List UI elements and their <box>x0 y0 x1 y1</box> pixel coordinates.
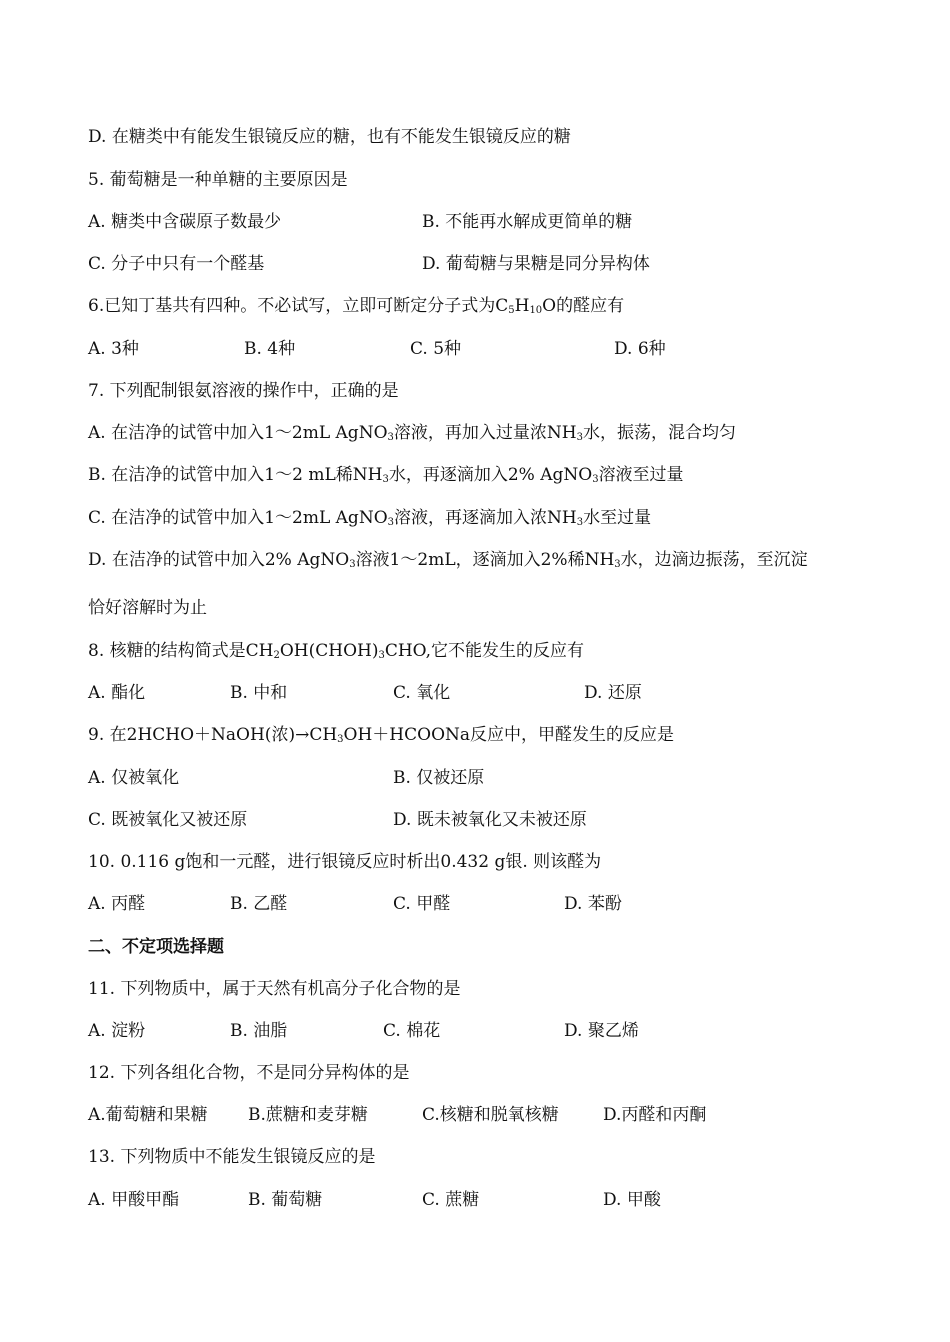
q10-options-row <box>0 892 950 916</box>
q9-option-a: A. 仅被氧化 <box>88 768 180 788</box>
q10-option-b: B. 乙醛 <box>230 894 288 914</box>
q6-stem: 6.已知丁基共有四种。不必试写，立即可断定分子式为$C_5H_{10}O$的醛应有 <box>88 296 625 316</box>
q5-option-a: A. 糖类中含碳原子数最少 <box>88 212 282 232</box>
q6-option-d: D. 6种 <box>614 339 666 359</box>
q11-options-row <box>0 1019 950 1043</box>
q5-options-row-2 <box>0 252 950 276</box>
q12-option-d: D.丙醛和丙酮 <box>603 1105 707 1125</box>
q8-option-c: C. 氧化 <box>393 683 451 703</box>
q10-option-d: D. 苯酚 <box>564 894 622 914</box>
q7-option-d: D. 在洁净的试管中加入2% AgNO$_3$溶液1～2mL，逐滴加入2%稀$NH_3$水，边滴边振荡，至沉淀 <box>88 550 808 570</box>
q12-stem: 12. 下列各组化合物，不是同分异构体的是 <box>88 1063 410 1083</box>
q10-option-c: C. 甲醛 <box>393 894 451 914</box>
q5-stem: 5. 葡萄糖是一种单糖的主要原因是 <box>88 170 348 190</box>
q13-options-row <box>0 1188 950 1212</box>
q6-option-a: A. 3种 <box>88 339 139 359</box>
q5-option-b: B. 不能再水解成更简单的糖 <box>422 212 633 232</box>
q9-options-row-2 <box>0 808 950 832</box>
q11-option-d: D. 聚乙烯 <box>564 1021 639 1041</box>
q11-option-b: B. 油脂 <box>230 1021 288 1041</box>
section-heading: 二、不定项选择题 <box>88 937 224 957</box>
q13-option-a: A. 甲酸甲酯 <box>88 1190 180 1210</box>
q12-option-b: B.蔗糖和麦芽糖 <box>248 1105 368 1125</box>
q7-stem: 7. 下列配制银氨溶液的操作中，正确的是 <box>88 381 399 401</box>
q11-stem: 11. 下列物质中，属于天然有机高分子化合物的是 <box>88 979 461 999</box>
q13-option-b: B. 葡萄糖 <box>248 1190 323 1210</box>
q10-option-a: A. 丙醛 <box>88 894 146 914</box>
q9-options-row-1 <box>0 766 950 790</box>
q6-option-b: B. 4种 <box>244 339 296 359</box>
q4-option-d: D. 在糖类中有能发生银镜反应的糖，也有不能发生银镜反应的糖 <box>88 127 571 147</box>
q6-option-c: C. 5种 <box>410 339 462 359</box>
q8-option-b: B. 中和 <box>230 683 288 703</box>
q13-option-d: D. 甲酸 <box>603 1190 661 1210</box>
q8-option-a: A. 酯化 <box>88 683 146 703</box>
q6-options-row <box>0 337 950 361</box>
q11-option-a: A. 淀粉 <box>88 1021 146 1041</box>
q8-option-d: D. 还原 <box>584 683 642 703</box>
q7-option-d-continuation: 恰好溶解时为止 <box>88 598 207 618</box>
q12-option-a: A.葡萄糖和果糖 <box>88 1105 208 1125</box>
q13-option-c: C. 蔗糖 <box>422 1190 480 1210</box>
q8-options-row <box>0 681 950 705</box>
q7-option-c: C. 在洁净的试管中加入1～2mL AgNO$_3$溶液，再逐滴加入浓$NH_3$水至过量 <box>88 508 652 528</box>
q8-stem: 8. 核糖的结构简式是$CH_2OH(CHOH)_3CHO$,它不能发生的反应有 <box>88 641 585 661</box>
q7-option-b: B. 在洁净的试管中加入1～2 mL稀$NH_3$水，再逐滴加入2% AgNO$_3$溶液至过量 <box>88 465 684 485</box>
q12-options-row <box>0 1103 950 1127</box>
q9-option-b: B. 仅被还原 <box>393 768 485 788</box>
q11-option-c: C. 棉花 <box>383 1021 441 1041</box>
q5-option-c: C. 分子中只有一个醛基 <box>88 254 265 274</box>
q5-option-d: D. 葡萄糖与果糖是同分异构体 <box>422 254 650 274</box>
q9-option-d: D. 既未被氧化又未被还原 <box>393 810 587 830</box>
q9-option-c: C. 既被氧化又被还原 <box>88 810 248 830</box>
q10-stem: 10. 0.116 g饱和一元醛，进行银镜反应时析出0.432 g银. 则该醛为 <box>88 852 602 872</box>
q7-option-a: A. 在洁净的试管中加入1～2mL AgNO$_3$溶液，再加入过量浓$NH_3$水，振荡，混合均匀 <box>88 423 736 443</box>
q9-stem: 9. 在2HCHO＋NaOH(浓)$\to CH_3OH+HCOONa$反应中，甲醛发生的反应是 <box>88 725 675 745</box>
q5-options-row-1 <box>0 210 950 234</box>
q13-stem: 13. 下列物质中不能发生银镜反应的是 <box>88 1147 376 1167</box>
q12-option-c: C.核糖和脱氧核糖 <box>422 1105 559 1125</box>
